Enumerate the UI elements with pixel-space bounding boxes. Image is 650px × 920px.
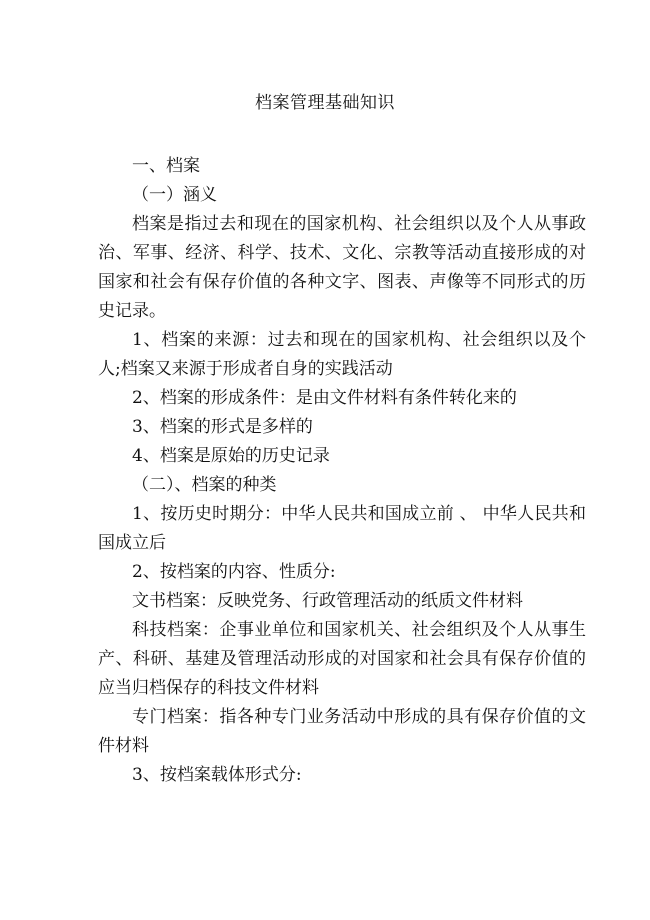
definition-paragraph: 档案是指过去和现在的国家机构、社会组织以及个人从事政治、军事、经济、科学、技术、文化、宗教等活动直接形成的对国家和社会有保存价值的各种文字、图表、声像等不同形式的历史记录。 [98, 214, 586, 321]
subsection-heading-meaning: （一）涵义 [132, 185, 217, 205]
item-original-record: 4、档案是原始的历史记录 [132, 446, 330, 466]
item-formation-condition: 2、档案的形成条件：是由文件材料有条件转化来的 [132, 388, 517, 408]
item-archive-source: 1、档案的来源：过去和现在的国家机构、社会组织以及个人;档案又来源于形成者自身的实践活动 [98, 330, 586, 379]
document-body [98, 152, 586, 790]
document-archives-paragraph: 文书档案：反映党务、行政管理活动的纸质文件材料 [132, 591, 523, 611]
item-by-carrier-form: 3、按档案载体形式分: [132, 765, 302, 785]
item-diverse-forms: 3、档案的形式是多样的 [132, 417, 313, 437]
tech-archives-paragraph: 科技档案：企事业单位和国家机关、社会组织及个人从事生产、科研、基建及管理活动形成的对国家和社会具有保存价值的应当归档保存的科技文件材料 [98, 620, 586, 698]
item-by-historical-period: 1、按历史时期分：中华人民共和国成立前 、 中华人民共和国成立后 [98, 504, 586, 553]
section-heading-archives: 一、档案 [132, 156, 200, 176]
item-by-content-nature: 2、按档案的内容、性质分: [132, 562, 336, 582]
document-title: 档案管理基础知识 [255, 93, 395, 113]
subsection-heading-types: （二）、档案的种类 [132, 475, 277, 495]
special-archives-paragraph: 专门档案：指各种专门业务活动中形成的具有保存价值的文件材料 [98, 707, 586, 756]
